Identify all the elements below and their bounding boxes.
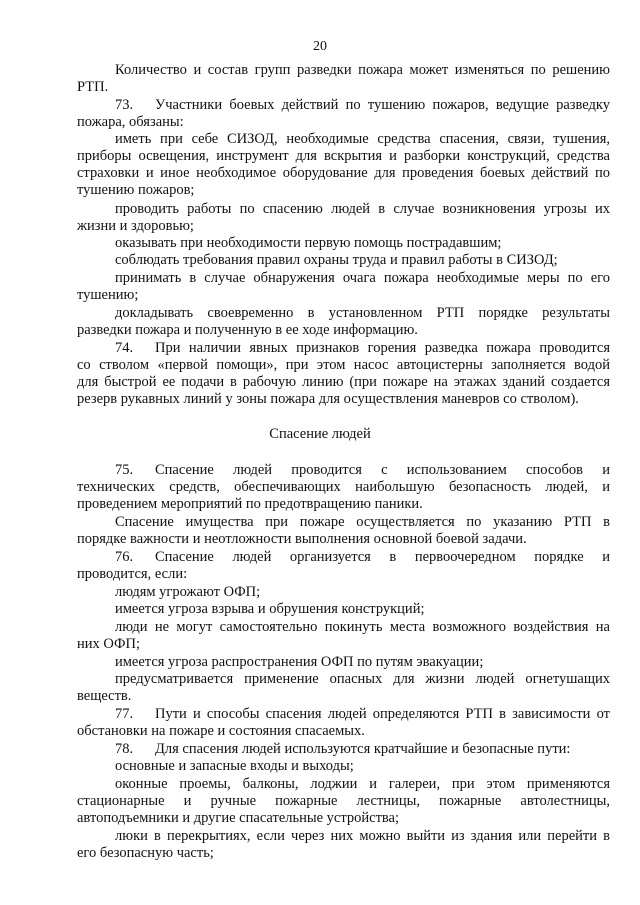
text-line: Спасение людей проводится с использованием способов и xyxy=(155,462,610,478)
text-line: иметь при себе СИЗОД, необходимые средства спасения, связи, тушения, xyxy=(115,131,610,147)
text-line: веществ. xyxy=(77,688,132,704)
text-line: автоподъемники и другие спасательные устройства; xyxy=(77,810,400,826)
section-heading: Спасение людей xyxy=(269,426,371,442)
text-line: предусматривается применение опасных для жизни людей огнетушащих xyxy=(115,671,610,687)
paragraph-75-first-line xyxy=(115,462,610,479)
item-number: 76. xyxy=(115,549,134,565)
paragraph-74-first-line xyxy=(115,340,610,357)
text-line: оконные проемы, балконы, лоджии и галереи, при этом применяются xyxy=(115,776,610,792)
text-line: пожара, обязаны: xyxy=(77,114,184,130)
text-line: стационарные и ручные пожарные лестницы, пожарные автолестницы, xyxy=(77,793,610,809)
text-line: Количество и состав групп разведки пожара может изменяться по решению xyxy=(115,62,610,78)
text-line: резерв рукавных линий у зоны пожара для осуществления маневров со стволом). xyxy=(77,391,579,407)
text-line: обстановки на пожаре и состояния спасаемых. xyxy=(77,723,365,739)
text-line: имеется угроза распространения ОФП по путям эвакуации; xyxy=(115,654,484,670)
text-line: его безопасную часть; xyxy=(77,845,214,861)
text-line: люди не могут самостоятельно покинуть места возможного воздействия на xyxy=(115,619,610,635)
paragraph-73-first-line xyxy=(115,97,610,114)
text-line: соблюдать требования правил охраны труда и правил работы в СИЗОД; xyxy=(115,252,558,268)
text-line: со стволом «первой помощи», при этом насос автоцистерны заполняется водой xyxy=(77,357,610,373)
text-line: Пути и способы спасения людей определяются РТП в зависимости от xyxy=(155,706,610,722)
text-line: оказывать при необходимости первую помощь пострадавшим; xyxy=(115,235,502,251)
text-line: страховки и иное необходимое оборудование для проведения боевых действий по xyxy=(77,165,610,181)
text-line: тушению; xyxy=(77,287,139,303)
text-line: проведением мероприятий по предотвращению паники. xyxy=(77,496,423,512)
paragraph-76-first-line xyxy=(115,549,610,566)
text-line: проводить работы по спасению людей в случае возникновения угрозы их xyxy=(115,201,610,217)
item-number: 74. xyxy=(115,340,134,356)
text-line: люки в перекрытиях, если через них можно выйти из здания или перейти в xyxy=(115,828,610,844)
text-line: технических средств, обеспечивающих наибольшую безопасность людей, и xyxy=(77,479,610,495)
text-line: Участники боевых действий по тушению пожаров, ведущие разведку xyxy=(155,97,610,113)
paragraph-77-first-line xyxy=(115,706,610,723)
text-line: докладывать своевременно в установленном РТП порядке результаты xyxy=(115,305,610,321)
text-line: для быстрой ее подачи в рабочую линию (при пожаре на этажах зданий создается xyxy=(77,374,610,390)
item-number: 78. xyxy=(115,741,134,757)
page-number: 20 xyxy=(313,39,327,54)
text-line: проводится, если: xyxy=(77,566,188,582)
item-number: 77. xyxy=(115,706,134,722)
text-line: принимать в случае обнаружения очага пожара необходимые меры по его xyxy=(115,270,610,286)
text-line: жизни и здоровью; xyxy=(77,218,194,234)
item-number: 75. xyxy=(115,462,134,478)
text-line: тушению пожаров; xyxy=(77,182,195,198)
text-line: людям угрожают ОФП; xyxy=(115,584,261,600)
item-number: 73. xyxy=(115,97,134,113)
text-line: разведки пожара и полученную в ее ходе информацию. xyxy=(77,322,418,338)
paragraph-78-first-line xyxy=(115,741,610,758)
text-line: При наличии явных признаков горения разведка пожара проводится xyxy=(155,340,610,356)
text-line: Для спасения людей используются кратчайшие и безопасные пути: xyxy=(155,741,571,757)
text-line: РТП. xyxy=(77,79,109,95)
text-line: имеется угроза взрыва и обрушения конструкций; xyxy=(115,601,425,617)
text-line: порядке важности и неотложности выполнения основной боевой задачи. xyxy=(77,531,527,547)
text-line: приборы освещения, инструмент для вскрытия и разборки конструкций, средства xyxy=(77,148,610,164)
text-line: основные и запасные входы и выходы; xyxy=(115,758,354,774)
text-line: них ОФП; xyxy=(77,636,140,652)
text-line: Спасение имущества при пожаре осуществляется по указанию РТП в xyxy=(115,514,610,530)
text-line: Спасение людей организуется в первоочередном порядке и xyxy=(155,549,610,565)
